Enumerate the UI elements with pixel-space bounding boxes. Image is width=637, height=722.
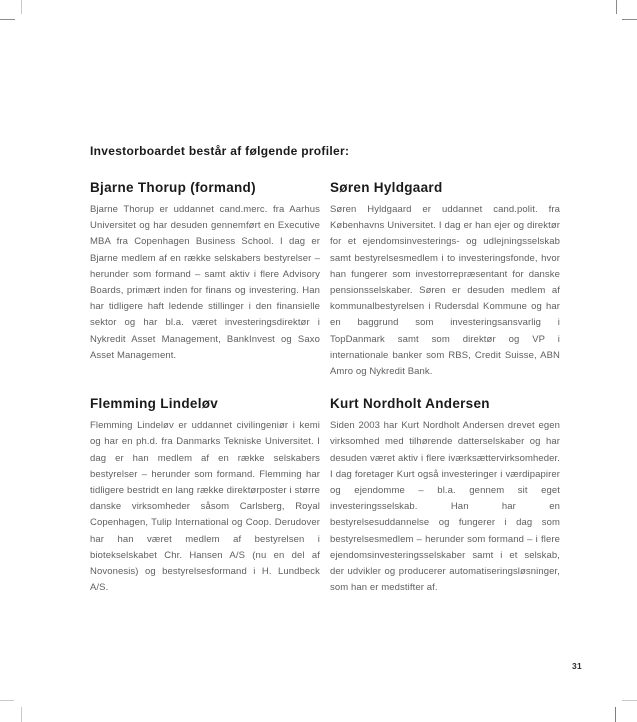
crop-mark-top-left-vertical (21, 0, 22, 14)
profiles-grid (90, 180, 560, 596)
profile-bio: Søren Hyldgaard er uddannet cand.polit. fra Københavns Universitet. I dag er han ejer og direktør for et ejendomsinvesterings- og udlejningsselskab samt bestyrelsesmedlem i to investeringsfonde, hvor han fungerer som investorrepræsentant for danske pensionsselskaber. Søren er desuden medlem af kommunalbestyrelsen i Rudersdal Kommune og har en baggrund som investeringsansvarlig i TopDanmark samt som direktør og VP i internationale banker som RBS, Credit Suisse, ABN Amro og Nykredit Bank. (330, 204, 560, 378)
crop-mark-bottom-left-horizontal (0, 700, 14, 701)
page-number: 31 (572, 661, 583, 671)
profile-card-kurt-nordholt-andersen (330, 396, 560, 596)
profile-name: Søren Hyldgaard (330, 180, 443, 195)
intro-heading: Investorboardet består af følgende profiler: (90, 144, 350, 158)
crop-mark-bottom-right-vertical (615, 707, 616, 722)
profile-name: Bjarne Thorup (formand) (90, 180, 256, 195)
profile-card-flemming-lindelov (90, 396, 320, 596)
profile-card-bjarne-thorup (90, 180, 320, 380)
profile-bio: Siden 2003 har Kurt Nordholt Andersen drevet egen virksomhed med tilhørende datterselskaber og har desuden været aktiv i flere iværksættervirksomheder. I dag foretager Kurt også investeringer i værdipapirer og ejendomme – bl.a. gennem sit eget investeringsselskab. Han har en bestyrelsesuddannelse og fungerer i dag som bestyrelsesmedlem – herunder som formand – i flere ejendomsinvesteringsselskaber samt i et selskab, der udvikler og producerer automatiseringsløsninger, som han er medstifter af. (330, 420, 560, 594)
crop-mark-bottom-left-vertical (21, 707, 22, 722)
profile-name: Flemming Lindeløv (90, 396, 219, 412)
crop-mark-bottom-right-horizontal (622, 700, 637, 701)
crop-mark-top-left-horizontal (0, 19, 15, 20)
profile-bio: Flemming Lindeløv er uddannet civilingeniør i kemi og har en ph.d. fra Danmarks Tekniske Universitet. I dag er han medlem af en række selskabers bestyrelser – herunder som formand. Flemming har tidligere bestridt en lang række direktørposter i større danske virksomheder såsom Carlsberg, Royal Copenhagen, Tulip International og Coop. Derudover har han været medlem af bestyrelsen i biotekselskabet Chr. Hansen A/S (nu en del af Novonesis) og bestyrelsesformand i H. Lundbeck A/S. (90, 420, 320, 594)
crop-mark-top-right-vertical (616, 0, 617, 14)
profile-name: Kurt Nordholt Andersen (330, 396, 490, 412)
profile-card-soren-hyldgaard (330, 180, 560, 380)
crop-mark-top-right-horizontal (622, 19, 637, 20)
profile-bio: Bjarne Thorup er uddannet cand.merc. fra Aarhus Universitet og har desuden gennemført en Executive MBA fra Copenhagen Business School. I dag er Bjarne medlem af en række selskabers bestyrelser – herunder som formand – samt aktiv i flere Advisory Boards, primært inden for finans og investering. Han har tidligere haft ledende stillinger i den finansielle sektor og har bl.a. været investeringsdirektør i Nykredit Asset Management, BankInvest og Saxo Asset Management. (90, 204, 320, 361)
